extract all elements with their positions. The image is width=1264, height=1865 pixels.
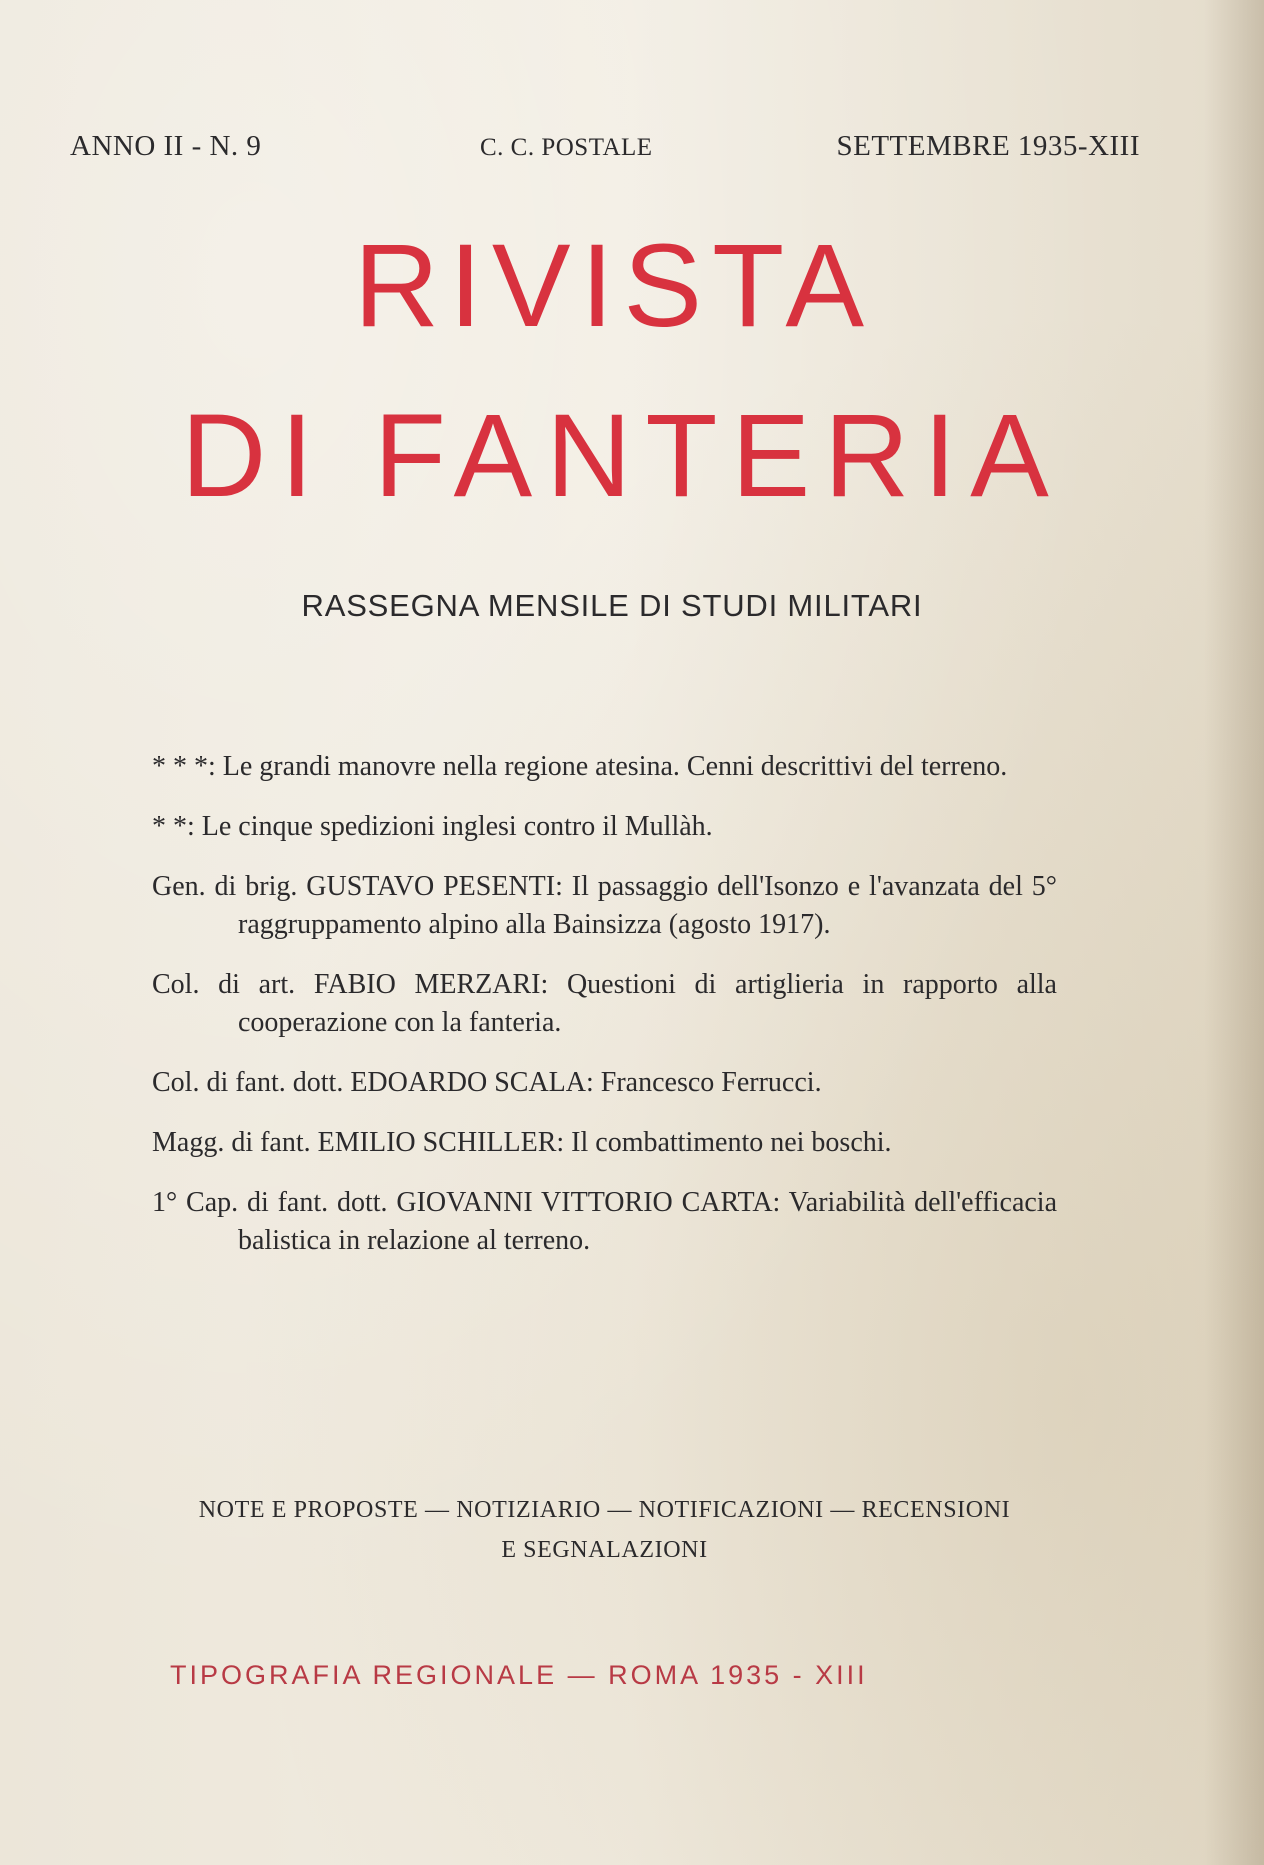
sections-line-2: E SEGNALAZIONI [501, 1537, 708, 1563]
title-line-1: RIVISTA [353, 220, 875, 352]
toc-item: Col. di fant. dott. EDOARDO SCALA: Francesco Ferrucci. [152, 1067, 822, 1098]
sections-list [152, 1490, 1057, 1570]
subtitle: RASSEGNA MENSILE DI STUDI MILITARI [301, 588, 923, 623]
issue-date: SETTEMBRE 1935-XIII [836, 130, 1140, 162]
toc-item: * * *: Le grandi manovre nella regione atesina. Cenni descrittivi del terreno. [152, 751, 1008, 782]
postal-note: C. C. POSTALE [480, 134, 653, 161]
sections-line-1: NOTE E PROPOSTE — NOTIZIARIO — NOTIFICAZIONI — RECENSIONI [198, 1497, 1011, 1523]
issue-number: ANNO II - N. 9 [70, 130, 262, 162]
toc-item: * *: Le cinque spedizioni inglesi contro il Mullàh. [152, 811, 713, 842]
toc-item: Magg. di fant. EMILIO SCHILLER: Il combattimento nei boschi. [152, 1127, 892, 1158]
toc-item: 1° Cap. di fant. dott. GIOVANNI VITTORIO CARTA: Variabilità dell'efficacia balistica in relazione al terreno. [152, 1187, 1057, 1256]
table-of-contents [152, 748, 1057, 1282]
toc-item: Col. di art. FABIO MERZARI: Questioni di artiglieria in rapporto alla cooperazione con la fanteria. [152, 969, 1057, 1038]
issue-header [70, 130, 1140, 170]
toc-item: Gen. di brig. GUSTAVO PESENTI: Il passaggio dell'Isonzo e l'avanzata del 5° raggruppamento alpino alla Bainsizza (agosto 1917). [152, 871, 1057, 940]
title-line-2: DI FANTERIA [181, 390, 1063, 522]
printer-imprint: TIPOGRAFIA REGIONALE — ROMA 1935 - XIII [170, 1660, 868, 1690]
